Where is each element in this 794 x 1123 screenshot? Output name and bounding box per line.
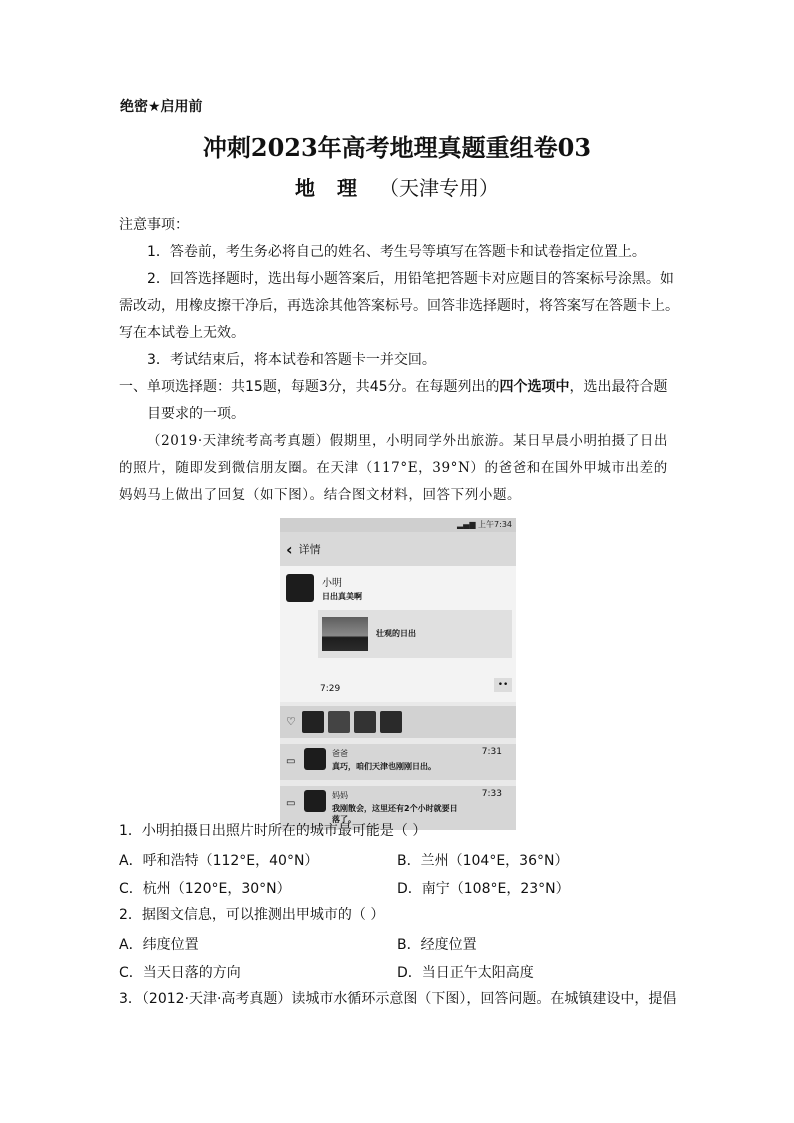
avatar	[328, 711, 350, 733]
subject-name: 地理	[295, 176, 379, 200]
secret-label: 绝密★启用前	[120, 99, 203, 115]
edition-note: （天津专用）	[379, 176, 499, 200]
comment-row	[280, 744, 516, 780]
sunrise-photo-thumbnail	[322, 617, 368, 651]
post-time: 7:29	[320, 684, 341, 694]
section-prefix: 一、单项选择题：共15题，每题3分，共45分。在每题列出的	[119, 379, 500, 395]
option-c: C．当天日落的方向	[119, 965, 241, 981]
question-1-stem: 1．小明拍摄日出照片时所在的城市最可能是（ ）	[119, 823, 427, 839]
status-bar	[280, 518, 516, 532]
section-bold: 四个选项中	[499, 379, 570, 395]
notes-heading: 注意事项：	[119, 217, 189, 233]
question-2-stem: 2．据图文信息，可以推测出甲城市的（ ）	[119, 907, 385, 923]
comment-time: 7:31	[481, 747, 502, 757]
nav-bar	[280, 532, 516, 566]
nav-title: 详情	[298, 543, 321, 556]
note-item-1: 1．答卷前，考生务必将自己的姓名、考生号等填写在答题卡和试卷指定位置上。	[147, 244, 646, 260]
option-b: B．兰州（104°E，36°N）	[397, 853, 569, 869]
option-a: A．呼和浩特（112°E，40°N）	[119, 853, 319, 869]
avatar	[354, 711, 376, 733]
option-b: B．经度位置	[397, 937, 477, 953]
comment-icon: ▭	[286, 756, 296, 767]
status-time: 上午7:34	[478, 520, 512, 529]
page-title: 冲刺2023年高考地理真题重组卷03	[202, 133, 592, 162]
instructions-block	[119, 212, 679, 509]
comment-author: 爸爸	[332, 749, 348, 758]
option-d: D．南宁（108°E，23°N）	[397, 881, 570, 897]
avatar	[304, 748, 326, 770]
link-title: 壮观的日出	[376, 629, 416, 638]
comment-icon: ▭	[286, 798, 296, 809]
moment-post	[280, 566, 516, 702]
page-subtitle	[0, 172, 794, 201]
option-d: D．当日正午太阳高度	[397, 965, 534, 981]
comment-text: 我刚散会，这里还有2个小时就要日落了。	[332, 804, 458, 824]
avatar	[302, 711, 324, 733]
section-heading	[119, 374, 679, 428]
avatar	[380, 711, 402, 733]
post-text: 日出真美啊	[322, 592, 362, 601]
option-c: C．杭州（120°E，30°N）	[119, 881, 291, 897]
wechat-screenshot	[280, 518, 516, 824]
shared-link-card	[318, 610, 512, 658]
back-chevron-icon: ‹	[286, 539, 293, 559]
reading-passage: （2019·天津统考高考真题）假期里，小明同学外出旅游。某日早晨小明拍摄了日出的照片，随即发到微信朋友圈。在天津（117°E，39°N）的爸爸和在国外甲城市出差的妈妈马上做出了回复（如下图）。结合图文材料，回答下列小题。	[119, 433, 669, 503]
comment-text: 真巧，咱们天津也刚刚日出。	[332, 762, 436, 771]
section-suffix: ，选出最符合题目要求的一项。	[147, 379, 668, 422]
question-3-stem: 3．（2012·天津·高考真题）读城市水循环示意图（下图），回答问题。在城镇建设中，提倡	[119, 991, 677, 1007]
option-a: A．纬度位置	[119, 937, 199, 953]
heart-icon: ♡	[286, 715, 296, 728]
more-button: ••	[494, 678, 512, 692]
note-item-3: 3．考试结束后，将本试卷和答题卡一并交回。	[147, 352, 436, 368]
likes-row	[280, 706, 516, 738]
comment-time: 7:33	[481, 789, 502, 799]
post-author: 小明	[322, 578, 342, 589]
avatar	[286, 574, 314, 602]
signal-icon: ▂▄▆	[457, 520, 479, 529]
note-item-2: 2．回答选择题时，选出每小题答案后，用铅笔把答题卡对应题目的答案标号涂黑。如需改动，用橡皮擦干净后，再选涂其他答案标号。回答非选择题时，将答案写在答题卡上。写在本试卷上无效。	[119, 271, 679, 341]
avatar	[304, 790, 326, 812]
comment-author: 妈妈	[332, 791, 348, 800]
